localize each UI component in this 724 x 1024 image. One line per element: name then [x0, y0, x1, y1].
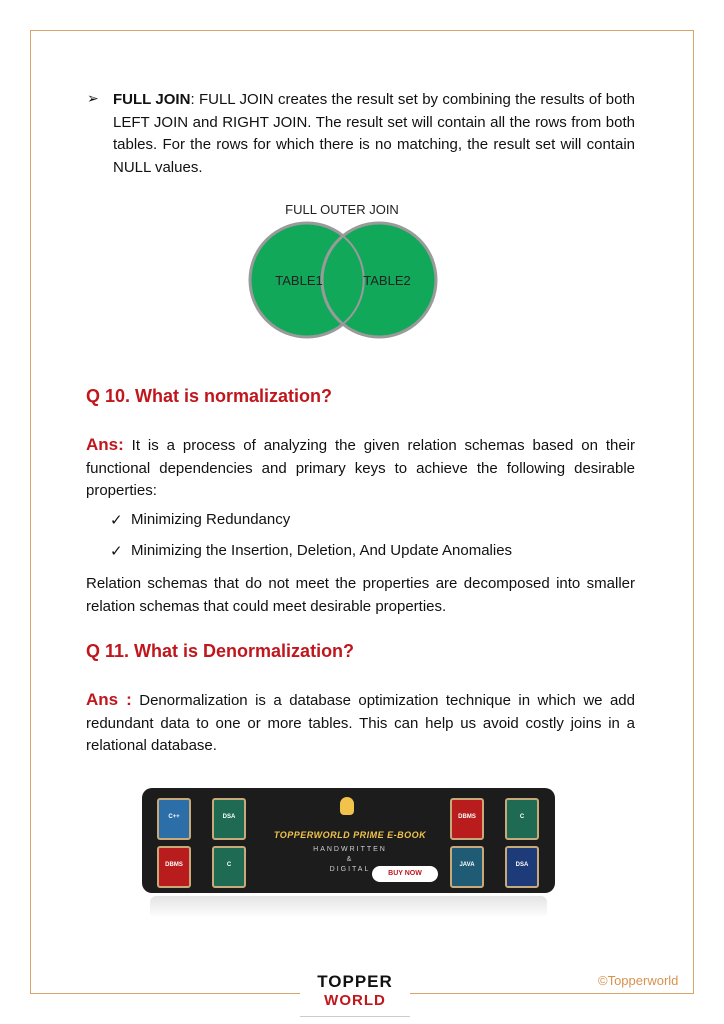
book-cover: DSA [212, 798, 246, 840]
bullet-arrow-icon: ➢ [87, 90, 99, 106]
banner-title: TOPPERWORLD PRIME E-BOOK [273, 830, 427, 840]
book-cover: C [505, 798, 539, 840]
q11-ans-label: Ans : [86, 690, 132, 709]
banner-sub-3: DIGITAL [329, 866, 371, 873]
q11-answer [86, 689, 635, 758]
q10-ans-text: It is a process of analyzing the given relation schemas based on their functional dependencies and primary keys to achieve the following desirable properties: [86, 437, 635, 499]
banner-sub-1: HANDWRITTEN [313, 846, 387, 853]
book-cover: C++ [157, 798, 191, 840]
full-join-paragraph [113, 89, 635, 179]
check-icon: ✓ [110, 512, 123, 529]
full-join-term: FULL JOIN [113, 91, 191, 108]
full-join-text: : FULL JOIN creates the result set by combining the results of both LEFT JOIN and RIGHT JOIN. The result set will contain all the rows from both tables. For the rows for which there is no matching, the result set will contain NULL values. [113, 91, 635, 176]
venn-title: FULL OUTER JOIN [285, 202, 399, 217]
logo-top-text: TOPPER [317, 972, 393, 991]
q11-heading: Q 11. What is Denormalization? [86, 641, 355, 661]
q10-answer [86, 434, 635, 503]
book-cover: JAVA [450, 846, 484, 888]
banner-reflection [150, 896, 547, 918]
book-cover: C [212, 846, 246, 888]
book-cover: DSA [505, 846, 539, 888]
buy-now-button[interactable]: BUY NOW [372, 866, 438, 882]
q11-ans-text: Denormalization is a database optimization technique in which we add redundant data to one or more tables. This can help us avoid costly joins in a relational database. [86, 692, 635, 754]
q10-item-1: Minimizing Redundancy [131, 511, 291, 528]
lightbulb-icon [340, 797, 354, 815]
check-icon: ✓ [110, 543, 123, 560]
venn-left-label: TABLE1 [275, 273, 323, 288]
logo-bottom-text: WORLD [324, 992, 386, 1009]
book-cover: DBMS [157, 846, 191, 888]
book-cover: DBMS [450, 798, 484, 840]
q10-heading: Q 10. What is normalization? [86, 386, 333, 406]
copyright-text: ©Topperworld [598, 973, 679, 988]
q10-closing: Relation schemas that do not meet the properties are decomposed into smaller relation schemas that could meet desirable properties. [86, 575, 635, 615]
q10-item-2: Minimizing the Insertion, Deletion, And Update Anomalies [131, 542, 513, 559]
banner-sub-2: & [346, 856, 354, 863]
venn-diagram [236, 218, 448, 342]
q10-ans-label: Ans: [86, 435, 124, 454]
topperworld-logo [300, 972, 410, 1017]
venn-right-label: TABLE2 [363, 273, 411, 288]
